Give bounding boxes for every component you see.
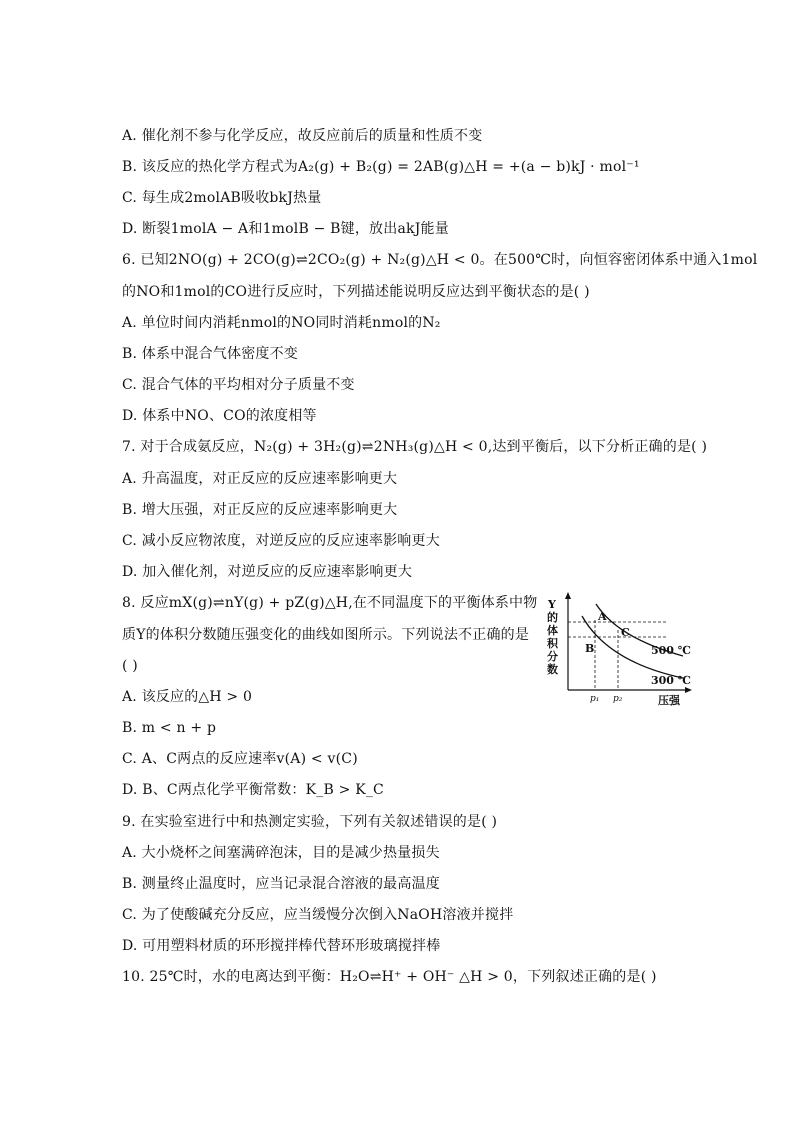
q7-option-d: D. 加入催化剂，对逆反应的反应速率影响更大 (122, 564, 413, 580)
q6-stem-line1: 6. 已知2NO(g) + 2CO(g)⇌2CO₂(g) + N₂(g)△H < 0。在500℃时，向恒容密闭体系中通入1mol (122, 252, 758, 268)
q7-option-c: C. 减小反应物浓度，对逆反应的反应速率影响更大 (122, 533, 440, 549)
q8-stem-line1: 8. 反应mX(g)⇌nY(g) + pZ(g)△H,在不同温度下的平衡体系中物 (122, 595, 538, 611)
q7-stem: 7. 对于合成氨反应，N₂(g) + 3H₂(g)⇌2NH₃(g)△H < 0,达到平衡后，以下分析正确的是( ) (122, 439, 708, 455)
y-axis-arrow (565, 592, 571, 599)
curve-500-label: 500 ℃ (651, 644, 691, 657)
y-label-1: 的 (547, 611, 558, 624)
x-axis-arrow (685, 687, 692, 693)
y-label-5: 数 (547, 663, 558, 676)
q8-figure (538, 590, 698, 710)
q7-option-b: B. 增大压强，对正反应的反应速率影响更大 (122, 502, 398, 518)
q6-stem-line2: 的NO和1mol的CO进行反应时，下列描述能说明反应达到平衡状态的是( ) (122, 284, 590, 300)
q5-option-a: A. 催化剂不参与化学反应，故反应前后的质量和性质不变 (122, 128, 483, 144)
point-c-label: C (621, 626, 630, 639)
q6-option-b: B. 体系中混合气体密度不变 (122, 346, 298, 362)
q5-option-c: C. 每生成2molAB吸收bkJ热量 (122, 190, 322, 206)
p1-label: p₁ (590, 694, 600, 704)
curve-300-label: 300 ℃ (651, 674, 691, 687)
q8-graph (538, 590, 698, 710)
x-axis-label: 压强 (658, 694, 680, 707)
q9-option-d: D. 可用塑料材质的环形搅拌棒代替环形玻璃搅拌棒 (122, 938, 441, 954)
q10-stem: 10. 25℃时，水的电离达到平衡：H₂O⇌H⁺ + OH⁻ △H > 0，下列叙述正确的是( ) (122, 969, 657, 985)
q9-stem: 9. 在实验室进行中和热测定实验，下列有关叙述错误的是( ) (122, 814, 498, 830)
q8-option-b: B. m < n + p (122, 720, 217, 736)
point-b-label: B (585, 642, 595, 655)
point-a-label: A (598, 610, 607, 623)
q8-stem-line2: 质Y的体积分数随压强变化的曲线如图所示。下列说法不正确的是 (122, 627, 530, 643)
y-label-0: Y (548, 598, 556, 611)
q7-option-a: A. 升高温度，对正反应的反应速率影响更大 (122, 471, 398, 487)
q5-option-b: B. 该反应的热化学方程式为A₂(g) + B₂(g) = 2AB(g)△H = +(a − b)kJ · mol⁻¹ (122, 159, 640, 175)
y-label-3: 积 (547, 637, 558, 650)
q8-option-c: C. A、C两点的反应速率v(A) < v(C) (122, 751, 358, 767)
y-label-2: 体 (547, 624, 558, 637)
q6-option-d: D. 体系中NO、CO的浓度相等 (122, 408, 317, 424)
q8-option-a: A. 该反应的△H > 0 (122, 689, 253, 705)
q8-stem-line3: ( ) (122, 658, 138, 674)
y-label-4: 分 (547, 650, 558, 663)
q9-option-b: B. 测量终止温度时，应当记录混合溶液的最高温度 (122, 876, 440, 892)
q9-option-a: A. 大小烧杯之间塞满碎泡沫，目的是减少热量损失 (122, 845, 440, 861)
q5-option-d: D. 断裂1molA − A和1molB − B键，放出akJ能量 (122, 221, 449, 237)
p2-label: p₂ (613, 694, 623, 704)
q6-option-c: C. 混合气体的平均相对分子质量不变 (122, 377, 355, 393)
q9-option-c: C. 为了使酸碱充分反应，应当缓慢分次倒入NaOH溶液并搅拌 (122, 907, 514, 923)
q8-option-d: D. B、C两点化学平衡常数：K_B > K_C (122, 782, 384, 798)
q6-option-a: A. 单位时间内消耗nmol的NO同时消耗nmol的N₂ (122, 315, 441, 331)
